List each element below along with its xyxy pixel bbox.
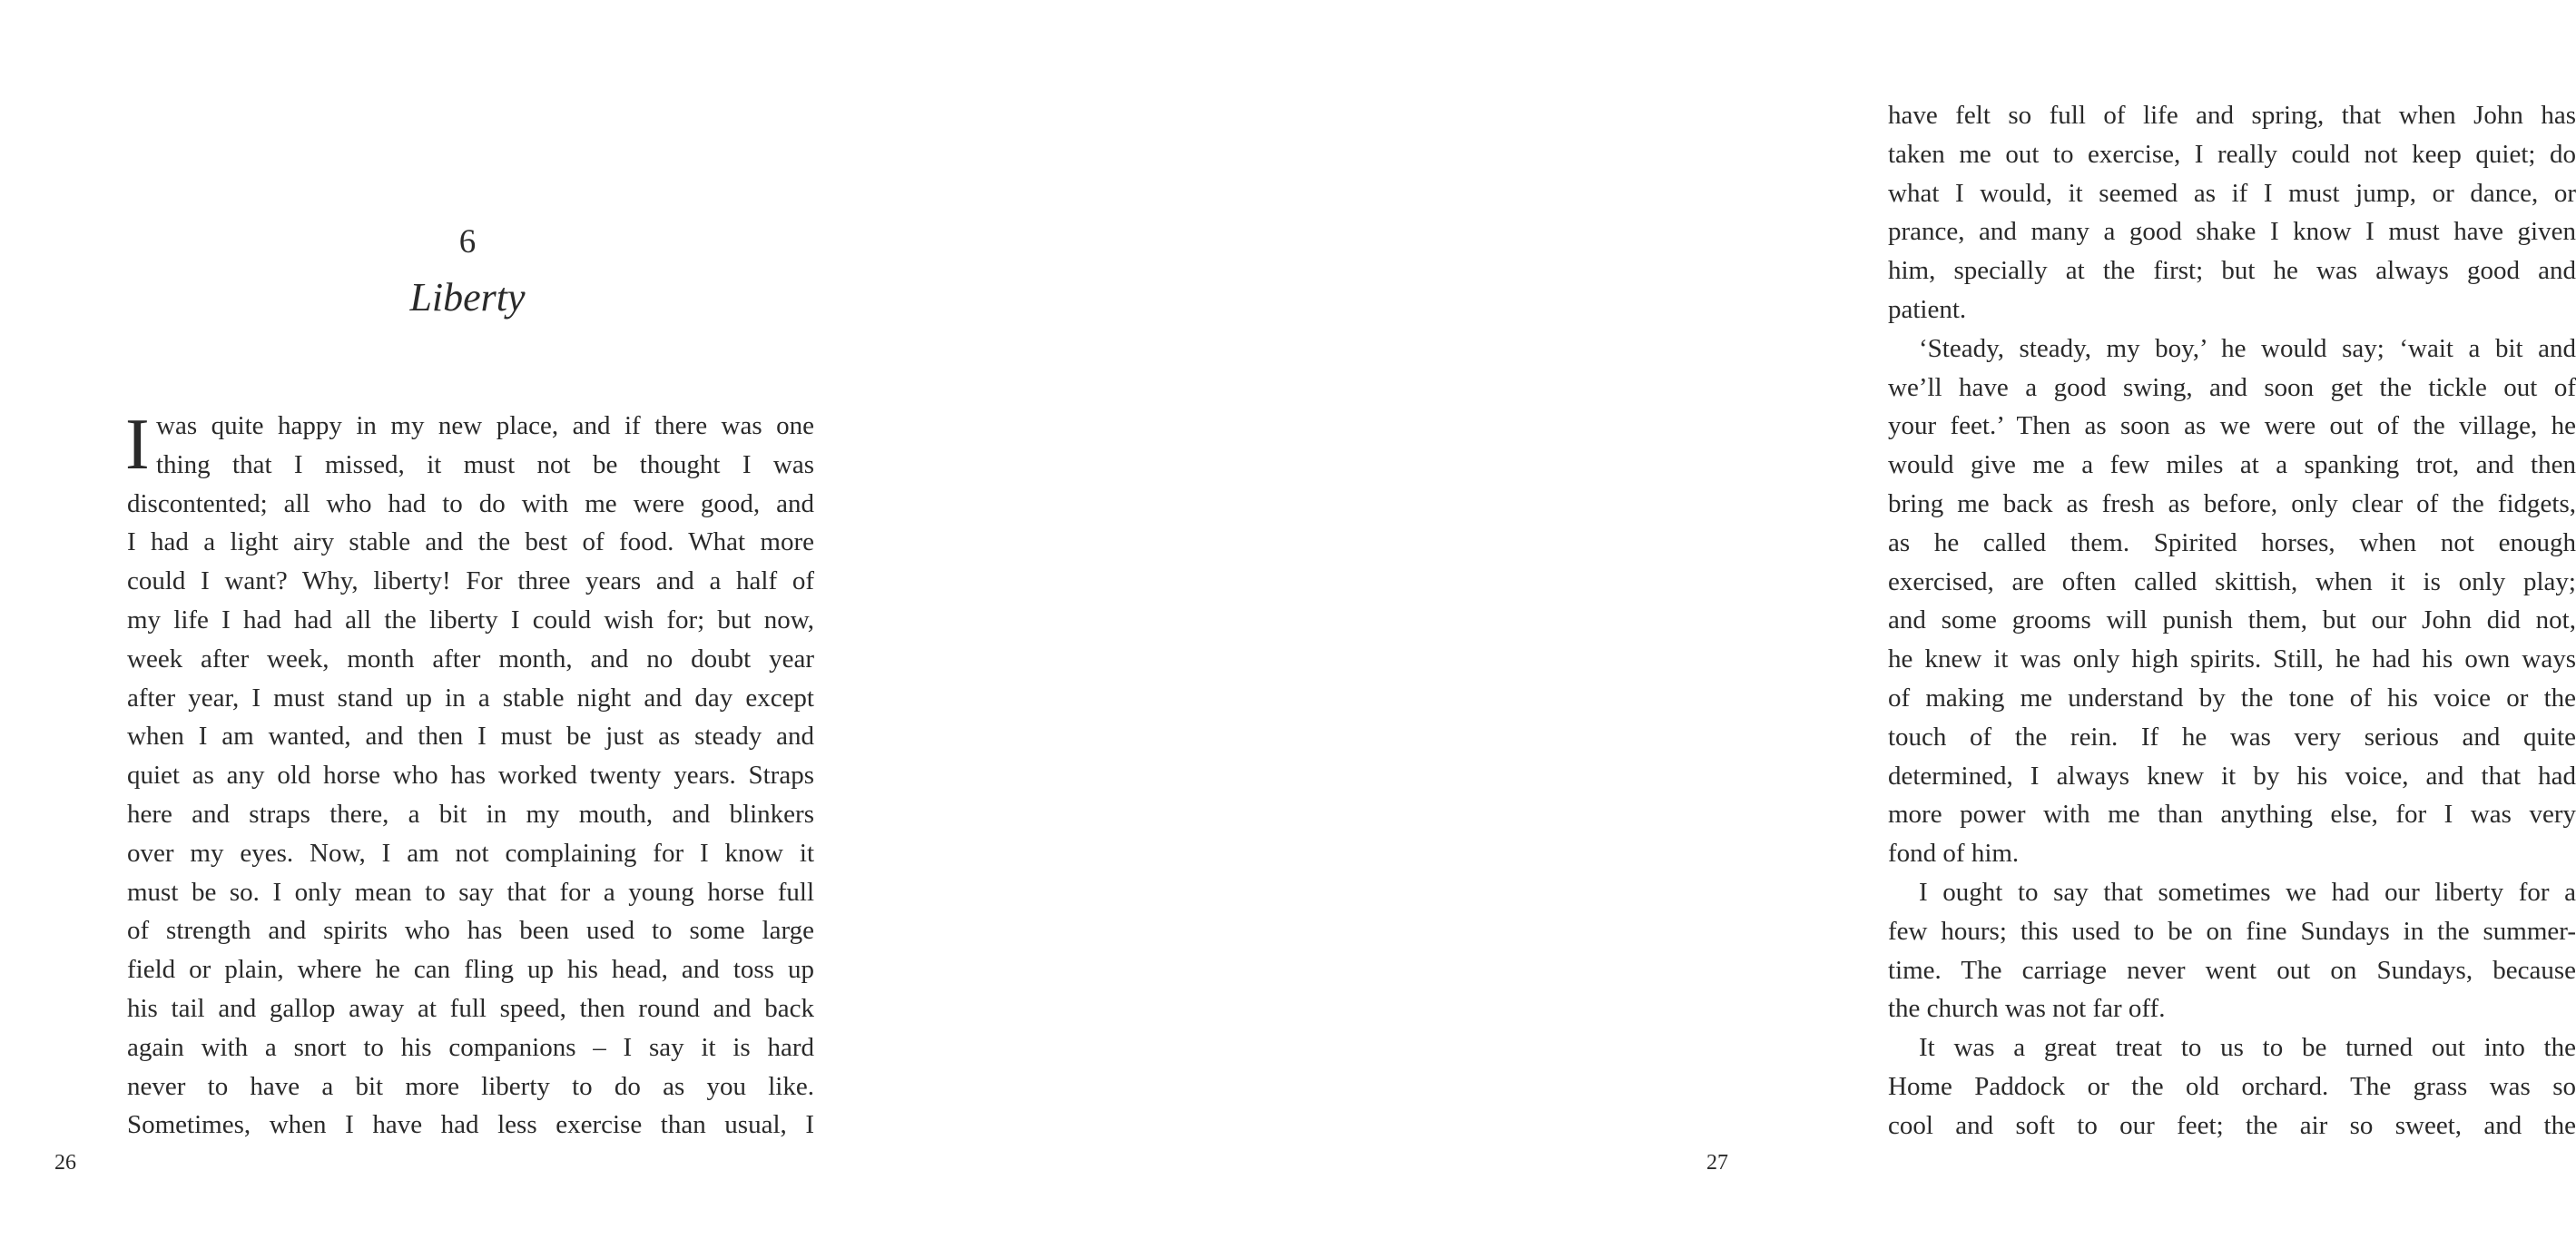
- text-line: determined, I always knew it by his voice, and that had: [1888, 761, 2576, 791]
- text-line: your feet.’ Then as soon as we were out of the village, he: [1888, 411, 2576, 441]
- text-line: cool and soft to our feet; the air so sweet, and the: [1888, 1110, 2576, 1140]
- text-line: after year, I must stand up in a stable night and day except: [127, 683, 814, 713]
- page-number-left: 26: [54, 1151, 76, 1175]
- text-line: I was quite happy in my new place, and if there was one: [125, 405, 814, 485]
- text-line: taken me out to exercise, I really could not keep quiet; do: [1888, 139, 2576, 169]
- text-line: of strength and spirits who has been used to some large: [127, 916, 814, 946]
- right-page-text: [1888, 96, 2576, 1146]
- text-line: again with a snort to his companions – I say it is hard: [127, 1032, 814, 1062]
- text-line: more power with me than anything else, for I was very: [1888, 800, 2576, 830]
- text-line: would give me a few miles at a spanking trot, and then: [1888, 450, 2576, 480]
- text-line: never to have a bit more liberty to do as you like.: [127, 1071, 814, 1101]
- text-line: of making me understand by the tone of his voice or the: [1888, 683, 2576, 713]
- text-line: we’ll have a good swing, and soon get the tickle out of: [1888, 372, 2576, 402]
- text-line: when I am wanted, and then I must be just as steady and: [127, 722, 814, 752]
- text-line: quiet as any old horse who has worked twenty years. Straps: [127, 761, 814, 791]
- text-line: could I want? Why, liberty! For three years and a half of: [127, 566, 814, 596]
- text-line: ‘Steady, steady, my boy,’ he would say; ‘wait a bit and: [1919, 333, 2576, 363]
- left-page-text: [127, 407, 814, 1145]
- text-line: field or plain, where he can fling up his head, and toss up: [127, 955, 814, 985]
- text-line: here and straps there, a bit in my mouth, and blinkers: [127, 799, 814, 829]
- text-line: I had a light airy stable and the best of food. What more: [127, 527, 814, 557]
- text-line: fond of him.: [1888, 839, 2020, 869]
- text-line: he knew it was only high spirits. Still, he had his own ways: [1888, 644, 2576, 674]
- text-line: what I would, it seemed as if I must jump, or dance, or: [1888, 178, 2576, 208]
- left-page: [0, 0, 908, 1249]
- text-line: I ought to say that sometimes we had our liberty for a: [1919, 877, 2576, 907]
- text-line: week after week, month after month, and no doubt year: [127, 644, 814, 674]
- text-line: bring me back as fresh as before, only clear of the fidgets,: [1888, 488, 2576, 518]
- text-line: must be so. I only mean to say that for a young horse full: [127, 877, 814, 907]
- text-line: prance, and many a good shake I know I must have given: [1888, 217, 2576, 247]
- text-line: his tail and gallop away at full speed, then round and back: [127, 993, 814, 1023]
- text-line: exercised, are often called skittish, when it is only play;: [1888, 566, 2576, 596]
- drop-cap: I: [125, 405, 150, 485]
- text-line: Home Paddock or the old orchard. The grass was so: [1888, 1071, 2576, 1101]
- text-line: thing that I missed, it must not be thought I was: [156, 449, 814, 479]
- text-line: over my eyes. Now, I am not complaining for I know it: [127, 838, 814, 868]
- text-line: the church was not far off.: [1888, 994, 2166, 1024]
- text-line: time. The carriage never went out on Sundays, because: [1888, 955, 2576, 985]
- text-line: have felt so full of life and spring, that when John has: [1888, 101, 2576, 130]
- right-page: [908, 0, 2576, 1249]
- chapter-title: Liberty: [409, 275, 526, 320]
- text-line: and some grooms will punish them, but our John did not,: [1888, 605, 2576, 635]
- text-line: patient.: [1888, 294, 1967, 324]
- text-line: touch of the rein. If he was very serious and quite: [1888, 722, 2576, 752]
- text-line: few hours; this used to be on fine Sundays in the summer-: [1888, 916, 2576, 946]
- text-line: him, specially at the first; but he was always good and: [1888, 256, 2576, 286]
- chapter-number: 6: [458, 223, 477, 261]
- text-line: Sometimes, when I have had less exercise than usual, I: [127, 1110, 814, 1140]
- text-line: my life I had had all the liberty I could wish for; but now,: [127, 605, 814, 634]
- text-line: discontented; all who had to do with me were good, and: [127, 488, 814, 518]
- text-line: It was a great treat to us to be turned out into the: [1919, 1033, 2576, 1063]
- text-line: as he called them. Spirited horses, when not enough: [1888, 527, 2576, 557]
- page-number-right: 27: [1706, 1151, 1728, 1175]
